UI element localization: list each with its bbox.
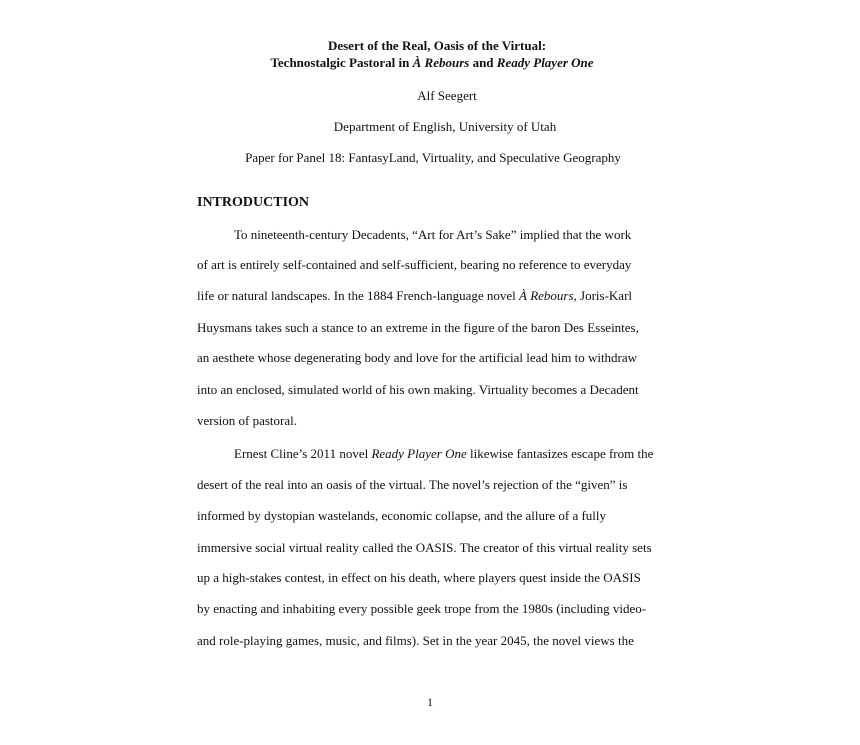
- body-line: [197, 288, 632, 304]
- section-heading: INTRODUCTION: [197, 195, 310, 210]
- body-line: [234, 446, 653, 462]
- body-text: likewise fantasizes escape from the: [466, 446, 654, 461]
- body-line: immersive social virtual reality called the OASIS. The creator of this virtual reality sets: [197, 540, 652, 555]
- title-segment: Technostalgic Pastoral in: [270, 55, 413, 70]
- author-name: Alf Seegert: [417, 88, 477, 103]
- title-segment-italic: À Rebours: [412, 55, 470, 70]
- title-segment-italic: Ready Player One: [496, 55, 594, 70]
- body-line: Huysmans takes such a stance to an extreme in the figure of the baron Des Esseintes,: [197, 320, 639, 335]
- body-line: of art is entirely self-contained and self-sufficient, bearing no reference to everyday: [197, 257, 632, 272]
- body-text: life or natural landscapes. In the 1884 French-language novel: [197, 288, 519, 303]
- body-text: Ernest Cline’s 2011 novel: [234, 446, 372, 461]
- paper-title-line-1: Desert of the Real, Oasis of the Virtual:: [327, 38, 547, 53]
- body-text-italic: À Rebours: [519, 288, 574, 303]
- body-line: up a high-stakes contest, in effect on his death, where players quest inside the OASIS: [197, 570, 641, 585]
- body-line: an aesthete whose degenerating body and love for the artificial lead him to withdraw: [197, 350, 638, 365]
- body-line: version of pastoral.: [197, 413, 298, 428]
- body-line: desert of the real into an oasis of the virtual. The novel’s rejection of the “given” is: [197, 477, 628, 492]
- body-text-italic: Ready Player One: [371, 446, 467, 461]
- panel-note: Paper for Panel 18: FantasyLand, Virtuality, and Speculative Geography: [245, 150, 621, 165]
- body-line: and role-playing games, music, and films). Set in the year 2045, the novel views the: [197, 633, 634, 648]
- body-line: informed by dystopian wastelands, economic collapse, and the allure of a fully: [197, 508, 607, 523]
- body-line: into an enclosed, simulated world of his own making. Virtuality becomes a Decadent: [197, 382, 639, 397]
- body-text: , Joris-Karl: [573, 288, 633, 303]
- body-line: To nineteenth-century Decadents, “Art for Art’s Sake” implied that the work: [234, 227, 632, 242]
- body-line: by enacting and inhabiting every possible geek trope from the 1980s (including video-: [197, 601, 647, 616]
- author-affiliation: Department of English, University of Utah: [333, 119, 557, 134]
- paper-title-line-2: [2, 55, 860, 71]
- page-number: 1: [427, 695, 433, 709]
- title-segment: and: [469, 55, 497, 70]
